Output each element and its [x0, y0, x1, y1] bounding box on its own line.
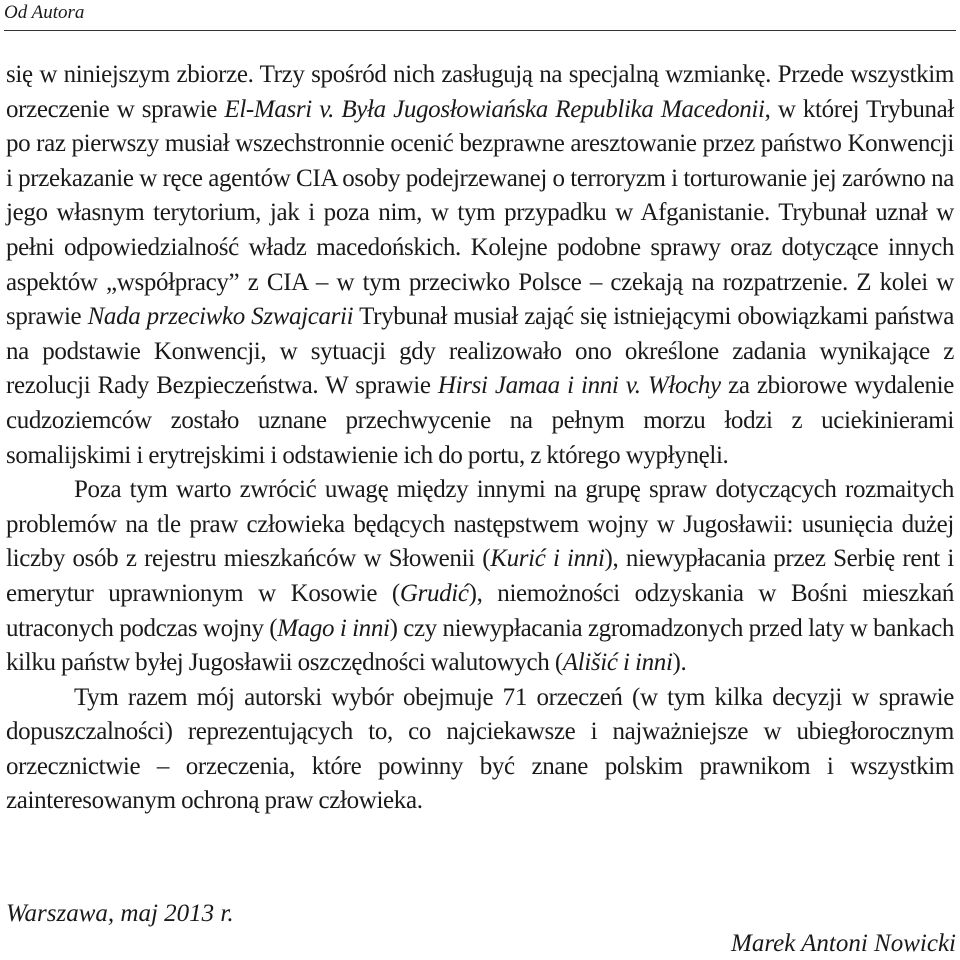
paragraph-1-text-c: Trybunał musiał zająć się istniejącymi obowiązkami państwa na podstawie Konwencji, w sytuacji gdy realizowało ono określone zadania wynikające z rezolucji Rady Bezpieczeństwa. W sprawie: [6, 303, 954, 400]
paragraph-1-text-d: za zbiorowe wydalenie cudzoziemców zostało uznane przechwycenie na pełnym morzu łodzi z uciekinierami somalijskimi i erytrejskimi i odstawienie ich do portu, z którego wypłynęli.: [6, 372, 954, 469]
case-name-alisic: Ališić i inni: [562, 649, 673, 677]
paragraph-3: Tym razem mój autorski wybór obejmuje 71 orzeczeń (w tym kilka decyzji w sprawie dopuszczalności) reprezentujących to, co najciekawsze i najważniejsze w ubiegłorocznym orzecznictwie – orzeczenia, które powinny być znane polskim prawnikom i wszystkim zainteresowanym ochroną praw człowieka.: [6, 683, 954, 815]
paragraph-2-text-e: ).: [672, 649, 687, 677]
case-name-grudic: Grudić: [399, 579, 469, 607]
paragraph-2-text-b: ), niewypłacania przez Serbię rent i emerytur uprawnionym w Kosowie (: [6, 545, 954, 607]
body-text: [6, 58, 954, 819]
running-header: [4, 0, 956, 31]
author-signature: Marek Antoni Nowicki: [731, 930, 956, 957]
case-name-nada: Nada przeciwko Szwajcarii: [87, 303, 354, 331]
paragraph-2-text-c: ), niemożności odzyskania w Bośni mieszkań utraconych podczas wojny (: [6, 579, 954, 642]
case-name-kuric: Kurić i inni: [490, 545, 605, 573]
paragraph-1-text-b: , w której Trybunał po raz pierwszy musiał wszechstronnie ocenić bezprawne aresztowanie przez państwo Konwencji i przekazanie w ręce agentów CIA osoby podejrzewanej o terroryzm i torturowanie jej zarówno na jego własnym terytorium, jak i poza nim, w tym przypadku w Afganistanie. Trybunał uznał w pełni odpowiedzialność władz macedońskich. Kolejne podobne sprawy oraz dotyczące innych aspektów „współpracy” z CIA – w tym przeciwko Polsce – czekają na rozpatrzenie. Z kolei w sprawie: [6, 95, 954, 331]
paragraph-2-text-d: ) czy niewypłacania zgromadzonych przed laty w bankach kilku państw byłej Jugosławii oszczędności walutowych (: [6, 614, 954, 677]
place-and-date: Warszawa, maj 2013 r.: [6, 900, 234, 927]
case-name-hirsi-jamaa: Hirsi Jamaa i inni v. Włochy: [437, 372, 721, 400]
paragraph-1: [6, 58, 954, 473]
paragraph-2: [6, 473, 954, 681]
paragraph-1-text-a: się w niniejszym zbiorze. Trzy spośród nich zasługują na specjalną wzmiankę. Przede wszystkim orzeczenie w sprawie: [6, 61, 954, 123]
running-title: Od Autora: [4, 2, 85, 23]
paragraph-2-text-a: Poza tym warto zwrócić uwagę między innymi na grupę spraw dotyczących rozmaitych problemów na tle praw człowieka będących następstwem wojny w Jugosławii: usunięcia dużej liczby osób z rejestru mieszkańców w Słowenii (: [6, 476, 954, 573]
case-name-el-masri: El-Masri v. Była Jugosłowiańska Republika Macedonii: [224, 95, 765, 123]
case-name-mago: Mago i inni: [277, 614, 390, 642]
